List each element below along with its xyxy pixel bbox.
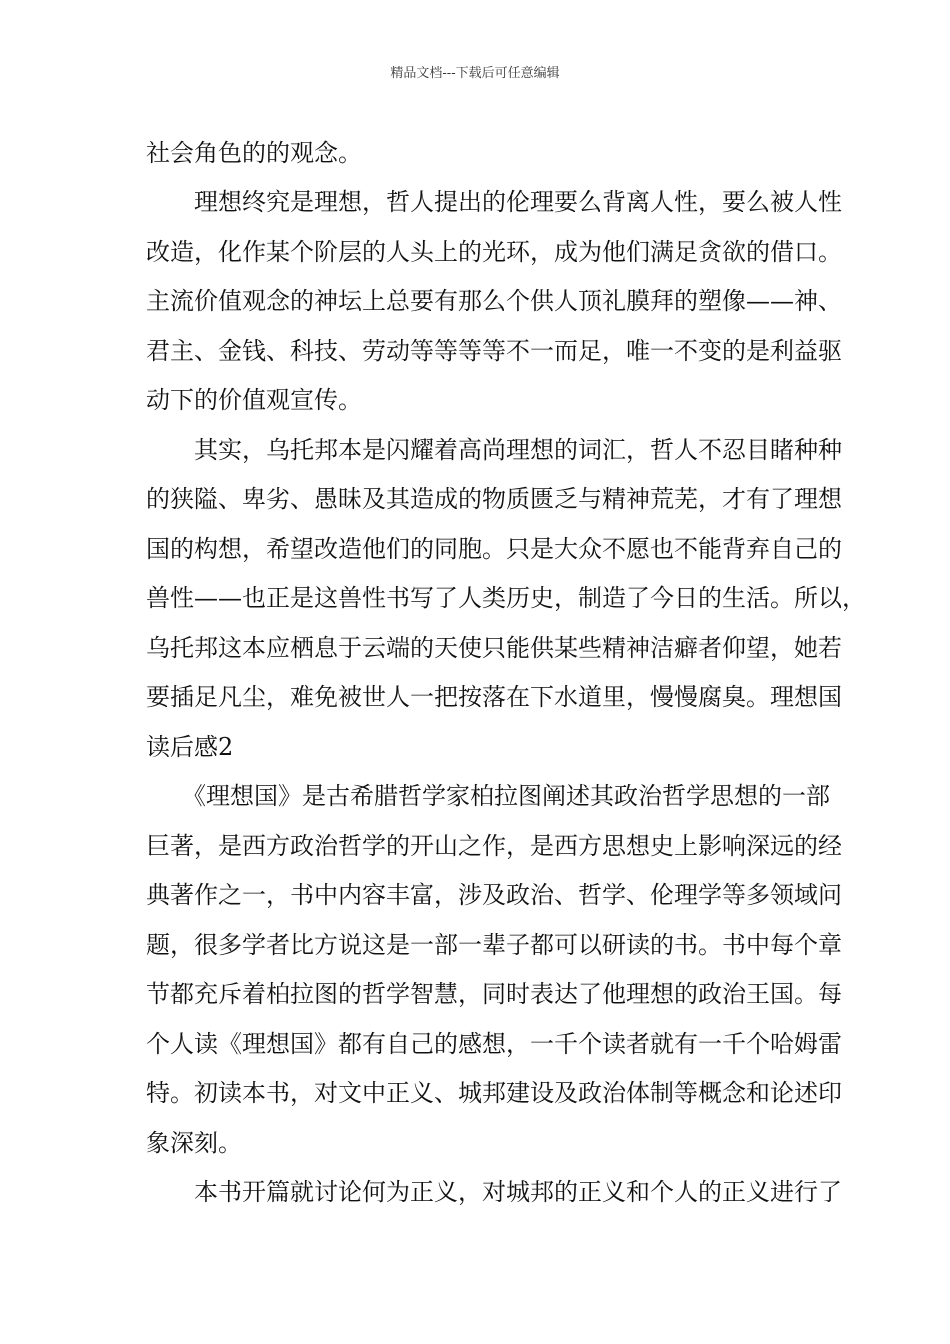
text-line: 本书开篇就讨论何为正义，对城邦的正义和个人的正义进行了 <box>146 1178 842 1206</box>
text-line: 君主、金钱、科技、劳动等等等等不一而足，唯一不变的是利益驱 <box>146 337 842 365</box>
text-line: 巨著，是西方政治哲学的开山之作，是西方思想史上影响深远的经 <box>146 832 842 860</box>
text-line: 节都充斥着柏拉图的哲学智慧，同时表达了他理想的政治王国。每 <box>146 980 842 1008</box>
text-line: 社会角色的的观念。 <box>146 139 362 167</box>
text-line: 乌托邦这本应栖息于云端的天使只能供某些精神洁癖者仰望，她若 <box>146 634 842 662</box>
text-line: 国的构想，希望改造他们的同胞。只是大众不愿也不能背弃自己的 <box>146 535 842 563</box>
text-line: 典著作之一，书中内容丰富，涉及政治、哲学、伦理学等多领域问 <box>146 881 842 909</box>
text-line: 个人读《理想国》都有自己的感想，一千个读者就有一千个哈姆雷 <box>146 1030 842 1058</box>
text-line: 的狭隘、卑劣、愚昧及其造成的物质匮乏与精神荒芜，才有了理想 <box>146 485 842 513</box>
text-line: 其实，乌托邦本是闪耀着高尚理想的词汇，哲人不忍目睹种种 <box>146 436 842 464</box>
text-line: 特。初读本书，对文中正义、城邦建设及政治体制等概念和论述印 <box>146 1079 842 1107</box>
text-line: 主流价值观念的神坛上总要有那么个供人顶礼膜拜的塑像——神、 <box>146 287 842 315</box>
text-line: 动下的价值观宣传。 <box>146 386 362 414</box>
text-line: 改造，化作某个阶层的人头上的光环，成为他们满足贪欲的借口。 <box>146 238 842 266</box>
text-line: 题，很多学者比方说这是一部一辈子都可以研读的书。书中每个章 <box>146 931 842 959</box>
text-line: 要插足凡尘，难免被世人一把按落在下水道里，慢慢腐臭。理想国 <box>146 683 842 711</box>
text-line: 《理想国》是古希腊哲学家柏拉图阐述其政治哲学思想的一部 <box>146 782 830 810</box>
text-line: 兽性——也正是这兽性书写了人类历史，制造了今日的生活。所以， <box>146 584 866 612</box>
text-line: 理想终究是理想，哲人提出的伦理要么背离人性，要么被人性 <box>146 188 842 216</box>
text-line: 象深刻。 <box>146 1129 242 1157</box>
text-line: 读后感2 <box>146 733 234 761</box>
page-header: 精品文档---下载后可任意编辑 <box>390 66 560 81</box>
